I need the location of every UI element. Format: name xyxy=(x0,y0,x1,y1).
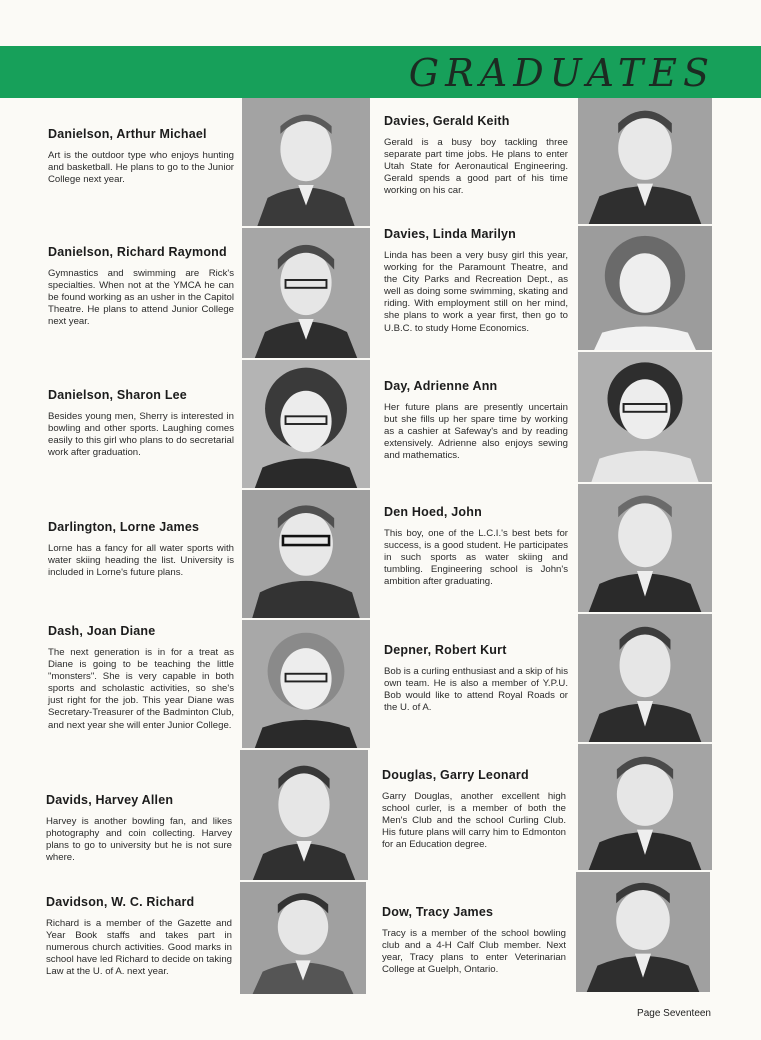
graduate-bio: Richard is a member of the Gazette and Year Book staffs and takes part in numerous church activities. Good marks in school have led Richard to decide on taking Law at the U. of A. next year. xyxy=(46,918,232,978)
graduate-entry xyxy=(48,624,234,732)
portrait-photo xyxy=(576,872,710,992)
graduate-bio: Besides young men, Sherry is interested in bowling and other sports. Laughing comes easily to this girl who plans to do secretarial work after graduation. xyxy=(48,411,234,459)
portrait-photo xyxy=(578,352,712,482)
portrait-photo xyxy=(242,228,370,358)
portrait-photo xyxy=(578,98,712,224)
portrait-photo xyxy=(240,750,368,880)
graduate-entry xyxy=(46,895,232,978)
graduate-entry xyxy=(384,643,568,714)
graduate-entry xyxy=(48,388,234,459)
portrait-photo xyxy=(242,360,370,488)
graduate-name: Dow, Tracy James xyxy=(382,905,494,919)
graduate-bio: Tracy is a member of the school bowling club and a 4-H Calf Club member. Next year, Tracy plans to enter Veterinarian College at Guelph, Ontario. xyxy=(382,928,566,976)
graduate-entry xyxy=(384,227,568,335)
graduate-bio: Lorne has a fancy for all water sports with water skiing heading the list. University is included in Lorne's future plans. xyxy=(48,543,234,579)
graduate-name: Douglas, Garry Leonard xyxy=(382,768,529,782)
page-title: GRADUATES xyxy=(408,51,715,95)
graduate-name: Davidson, W. C. Richard xyxy=(46,895,195,909)
graduate-bio: Bob is a curling enthusiast and a skip of his own team. He is also a member of Y.P.U. Bob would like to attend Royal Roads or the U. of A. xyxy=(384,666,568,714)
graduate-name: Davies, Gerald Keith xyxy=(384,114,510,128)
portrait-photo xyxy=(578,614,712,742)
graduate-entry xyxy=(384,114,568,197)
portrait-photo xyxy=(242,620,370,748)
graduate-entry xyxy=(384,379,568,462)
graduate-entry xyxy=(48,245,234,328)
graduate-entry xyxy=(48,520,234,579)
graduate-name: Danielson, Richard Raymond xyxy=(48,245,227,259)
portrait-photo xyxy=(578,226,712,350)
portrait-photo xyxy=(578,484,712,612)
graduate-name: Den Hoed, John xyxy=(384,505,482,519)
portrait-photo xyxy=(578,744,712,870)
graduate-entry xyxy=(382,768,566,851)
graduate-bio: Her future plans are presently uncertain but she fills up her spare time by working as a cashier at Safeway's and by reading extensively. Adrienne also enjoys sewing and mathematics. xyxy=(384,402,568,462)
header-banner xyxy=(0,46,761,98)
graduate-bio: The next generation is in for a treat as Diane is going to be teaching the little "monsters". She is very capable in both sports and scholastic activities, so she's just right for the job. This year Diane was Secretary-Treasurer of the Badminton Club, and next year she will enter Junior College. xyxy=(48,647,234,731)
graduate-name: Darlington, Lorne James xyxy=(48,520,200,534)
graduate-bio: Gymnastics and swimming are Rick's specialties. When not at the YMCA he can be found working as an usher in the Capitol Theatre. He plans to attend Junior College next year. xyxy=(48,268,234,328)
graduate-bio: Art is the outdoor type who enjoys hunting and basketball. He plans to go to the Junior College next year. xyxy=(48,150,234,186)
graduate-name: Dash, Joan Diane xyxy=(48,624,156,638)
graduate-name: Danielson, Arthur Michael xyxy=(48,127,207,141)
graduate-entry xyxy=(382,905,566,976)
graduate-entry xyxy=(46,793,232,864)
graduate-bio: This boy, one of the L.C.I.'s best bets for success, is a good student. He participates in such sports as water skiing and tumbling. Engineering school is John's ambition after graduating. xyxy=(384,528,568,588)
graduate-bio: Gerald is a busy boy tackling three separate part time jobs. He plans to enter Utah State for Aeronautical Engineering. Gerald spends a good part of his time working on his car. xyxy=(384,137,568,197)
portrait-photo xyxy=(242,490,370,618)
graduate-entry xyxy=(48,127,234,186)
graduate-name: Depner, Robert Kurt xyxy=(384,643,507,657)
graduate-name: Davids, Harvey Allen xyxy=(46,793,174,807)
portrait-photo xyxy=(240,882,366,994)
graduate-bio: Harvey is another bowling fan, and likes photography and coin collecting. Harvey plans to go to university but he is not sure where. xyxy=(46,816,232,864)
page-number: Page Seventeen xyxy=(637,1008,711,1019)
graduate-bio: Linda has been a very busy girl this year, working for the Paramount Theatre, and the City Parks and Recreation Dept., as well as doing some swimming, skating and riding. With employment still on her mind, she plans to work a year first, then go to U.B.C. to study Home Economics. xyxy=(384,250,568,334)
graduate-name: Danielson, Sharon Lee xyxy=(48,388,187,402)
portrait-photo xyxy=(242,98,370,226)
graduate-bio: Garry Douglas, another excellent high school curler, is a member of both the Men's Club and the school Curling Club. His future plans will carry him to Edmonton for an Education degree. xyxy=(382,791,566,851)
graduate-entry xyxy=(384,505,568,588)
graduate-name: Day, Adrienne Ann xyxy=(384,379,498,393)
graduate-name: Davies, Linda Marilyn xyxy=(384,227,517,241)
